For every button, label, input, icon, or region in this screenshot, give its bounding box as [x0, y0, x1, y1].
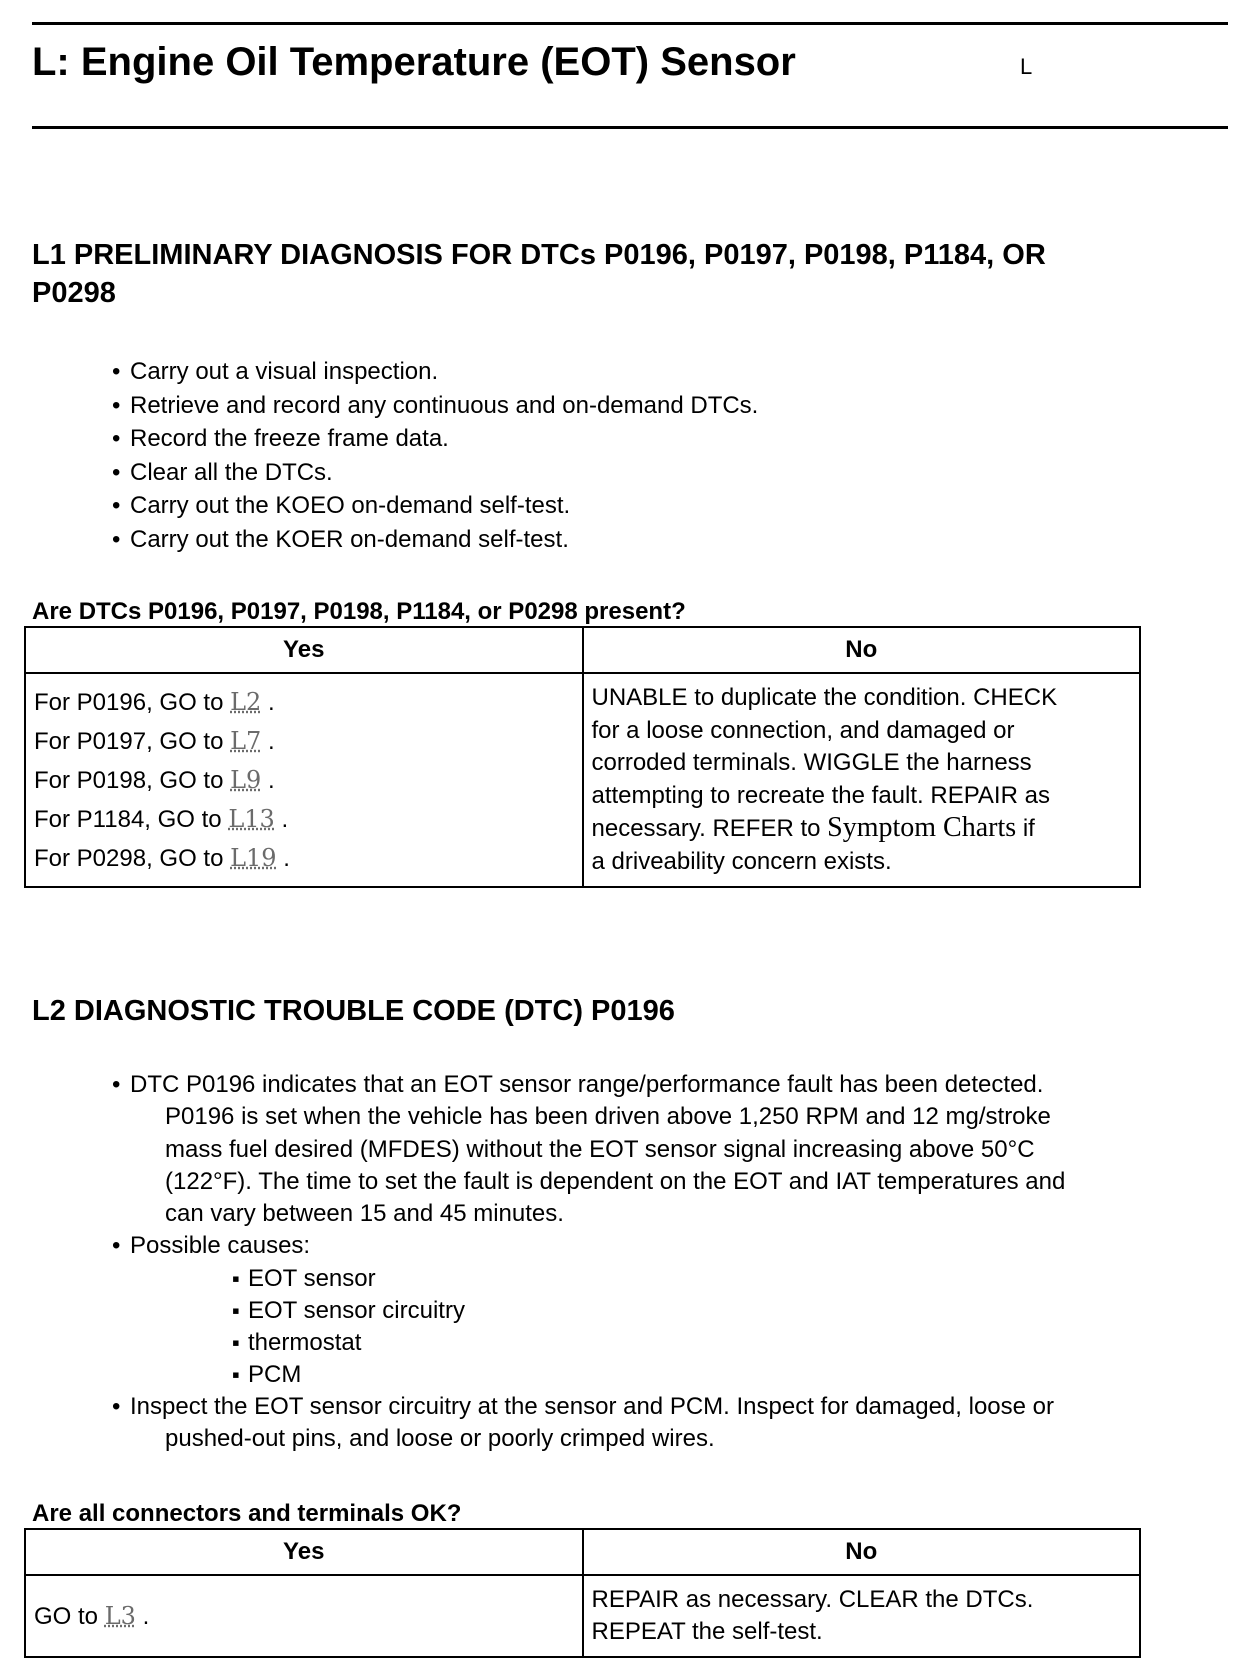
no-cell: [583, 1575, 1141, 1657]
list-item-text: Record the freeze frame data.: [130, 425, 449, 452]
list-item-text: Carry out the KOEO on-demand self-test.: [130, 492, 571, 519]
square-bullet-icon: ▪: [232, 1297, 240, 1323]
bullet-icon: •: [112, 425, 121, 452]
no-line: necessary. REFER to Symptom Charts if: [591, 812, 1035, 843]
no-line: a driveability concern exists.: [591, 847, 892, 875]
no-line: REPEAT the self-test.: [591, 1618, 823, 1645]
list-item: [112, 389, 1222, 423]
list-item: [112, 523, 1222, 557]
no-line: attempting to recreate the fault. REPAIR as: [591, 781, 1050, 809]
bullet-icon: •: [112, 492, 121, 519]
bullet-icon: •: [112, 1232, 121, 1260]
page-title: L: Engine Oil Temperature (EOT) Sensor: [32, 40, 796, 84]
yes-line: For P0298, GO to L19 .: [34, 843, 290, 872]
link-l7[interactable]: L7: [230, 726, 262, 755]
yes-header: Yes: [25, 1529, 583, 1575]
link-l3[interactable]: L3: [104, 1601, 136, 1630]
list-item: [112, 355, 1222, 389]
bullet-icon: •: [112, 358, 121, 385]
l2-bullet-list: [112, 1069, 1222, 1455]
bullet-icon: •: [112, 391, 121, 419]
yes-cell: GO to L3 .: [25, 1575, 583, 1657]
l1-decision-table: [24, 626, 1141, 888]
l1-question: Are DTCs P0196, P0197, P0198, P1184, or P0298 present?: [32, 598, 686, 625]
l2-decision-table: [24, 1528, 1141, 1658]
list-item: ▪ EOT sensor circuitry: [232, 1295, 1222, 1327]
list-item: • Possible causes: ▪ EOT sensor ▪ EOT sensor circuitry ▪ thermostat ▪ PCM: [112, 1230, 1222, 1390]
list-item: [112, 489, 1222, 523]
link-l19[interactable]: L19: [230, 843, 277, 872]
no-header: No: [583, 627, 1141, 673]
list-item: [112, 422, 1222, 456]
list-item: ▪ PCM: [232, 1359, 1222, 1391]
no-cell: [583, 673, 1141, 887]
l1-heading-line1: L1 PRELIMINARY DIAGNOSIS FOR DTCs P0196, P0197, P0198, P1184, OR: [32, 239, 1046, 271]
list-item: ▪ EOT sensor: [232, 1263, 1222, 1295]
no-line: for a loose connection, and damaged or: [591, 716, 1015, 744]
yes-header: Yes: [25, 627, 583, 673]
square-bullet-icon: ▪: [232, 1361, 240, 1387]
yes-line: For P0198, GO to L9 .: [34, 765, 275, 794]
yes-line: For P1184, GO to L13 .: [34, 804, 289, 833]
list-item-text: Clear all the DTCs.: [130, 458, 333, 486]
no-line: REPAIR as necessary. CLEAR the DTCs.: [591, 1585, 1034, 1613]
list-item: ▪ thermostat: [232, 1327, 1222, 1359]
symptom-charts-link[interactable]: Symptom Charts: [827, 812, 1017, 843]
link-l2[interactable]: L2: [230, 687, 262, 716]
causes-list: [232, 1263, 1222, 1391]
bullet-icon: •: [112, 1392, 121, 1420]
top-rule: [32, 22, 1228, 25]
list-item-text: Carry out the KOER on-demand self-test.: [130, 525, 569, 553]
l1-bullet-list: [112, 355, 1222, 556]
bullet-icon: •: [112, 525, 121, 553]
section-marker: L: [1020, 54, 1033, 79]
list-item: • DTC P0196 indicates that an EOT sensor range/performance fault has been detected. P0196 is set when the vehicle has been driven above 1,250 RPM and 12 mg/stroke mass fuel desired (MFDES) without the EOT sensor signal increasing above 50°C (122°F). The time to set the fault is dependent on the EOT and IAT temperatures and can vary between 15 and 45 minutes.: [112, 1071, 1066, 1228]
no-header: No: [583, 1529, 1141, 1575]
bullet-icon: •: [112, 458, 121, 486]
yes-cell: [25, 673, 583, 887]
l2-question: Are all connectors and terminals OK?: [32, 1500, 462, 1527]
bullet-icon: •: [112, 1071, 121, 1098]
l1-heading-line2: P0298: [32, 277, 116, 309]
l1-heading: [32, 236, 1212, 312]
title-rule: [32, 126, 1228, 129]
link-l13[interactable]: L13: [228, 804, 275, 833]
square-bullet-icon: ▪: [232, 1265, 240, 1291]
link-l9[interactable]: L9: [230, 765, 262, 794]
list-item: • Inspect the EOT sensor circuitry at the sensor and PCM. Inspect for damaged, loose or pushed-out pins, and loose or poorly crimped wires.: [112, 1392, 1054, 1453]
yes-line: For P0196, GO to L2 .: [34, 687, 275, 716]
no-line: corroded terminals. WIGGLE the harness: [591, 749, 1032, 776]
list-item-text: Carry out a visual inspection.: [130, 358, 439, 385]
l2-heading: L2 DIAGNOSTIC TROUBLE CODE (DTC) P0196: [32, 995, 675, 1027]
list-item: [112, 456, 1222, 490]
no-line: UNABLE to duplicate the condition. CHECK: [591, 684, 1058, 711]
list-item-text: Retrieve and record any continuous and on-demand DTCs.: [130, 391, 759, 419]
square-bullet-icon: ▪: [232, 1329, 240, 1355]
yes-line: For P0197, GO to L7 .: [34, 726, 275, 755]
